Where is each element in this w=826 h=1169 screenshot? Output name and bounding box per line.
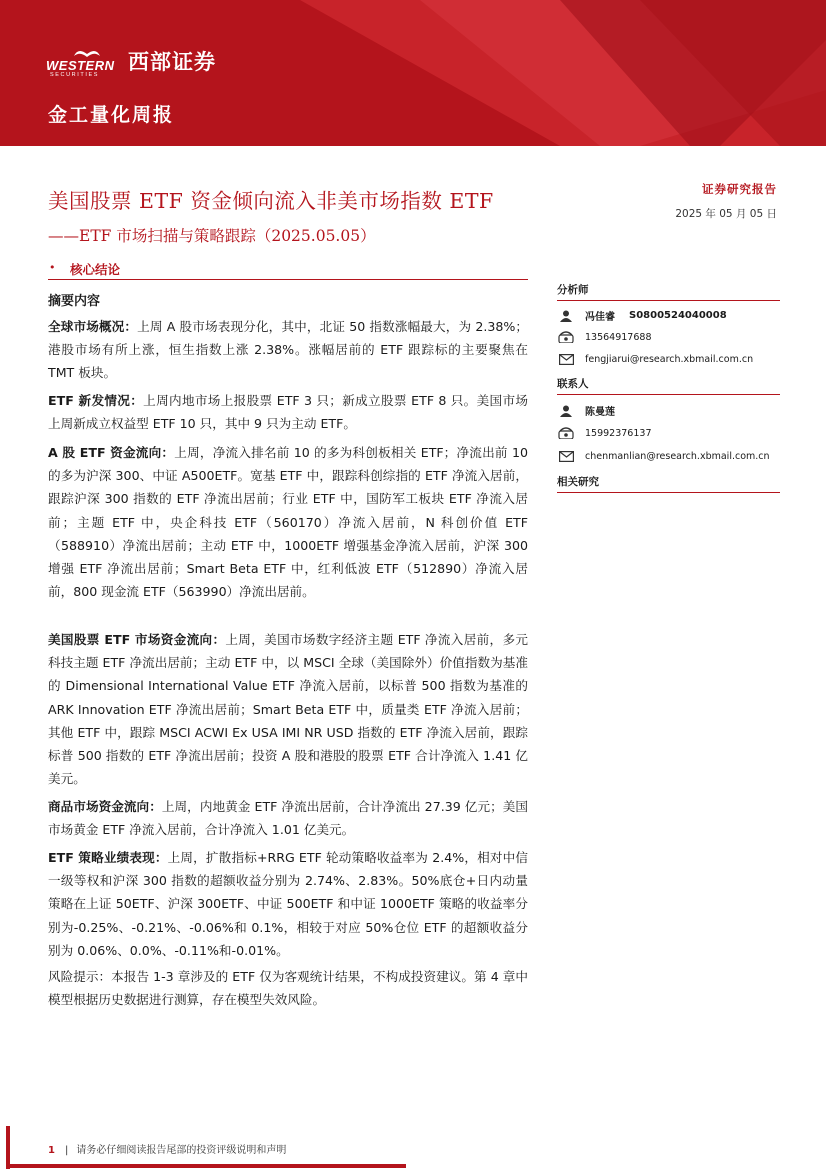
logo-chinese: 西部证券 <box>128 50 216 74</box>
paragraph-a-share-flow <box>48 441 528 603</box>
mail-icon <box>557 354 575 365</box>
footer-disclaimer: 请务必仔细阅读报告尾部的投资评级说明和声明 <box>76 1145 287 1156</box>
footer-separator: | <box>64 1145 69 1156</box>
company-logo <box>46 46 216 76</box>
logo-subtitle: SECURITIES <box>50 72 100 78</box>
bullet-icon: • <box>49 261 56 274</box>
paragraph-lead: 美国股票 ETF 市场资金流向： <box>48 632 226 647</box>
report-type: 金工量化周报 <box>48 104 175 126</box>
paragraph-us-flow <box>48 628 528 790</box>
contact-phone: 15992376137 <box>585 427 652 439</box>
person-icon <box>557 310 575 322</box>
person-icon <box>557 405 575 417</box>
logo-english: WESTERN <box>46 58 115 73</box>
header-banner <box>0 0 826 146</box>
analyst-cert: S0800524040008 <box>629 310 727 321</box>
section-label: 核心结论 <box>70 262 121 277</box>
paragraph-commodity-flow <box>48 795 528 841</box>
paragraph-lead: ETF 新发情况： <box>48 393 144 408</box>
paragraph-lead: ETF 策略业绩表现： <box>48 850 168 865</box>
corner-decoration-vertical <box>6 1126 10 1169</box>
paragraph-text: 上周 A 股市场表现分化，其中，北证 50 指数涨幅最大，为 2.38%；港股市场有所上涨，恒生指数上涨 2.38%。涨幅居前的 ETF 跟踪标的主要聚焦在 TMT 板块。 <box>48 319 528 381</box>
related-research-heading: 相关研究 <box>557 474 780 493</box>
logo-mark <box>46 46 126 76</box>
paragraph-lead: 全球市场概况： <box>48 319 138 334</box>
contact-phone-row <box>557 427 652 439</box>
report-category: 证券研究报告 <box>702 182 777 196</box>
risk-warning: 风险提示：本报告 1-3 章涉及的 ETF 仅为客观统计结果，不构成投资建议。第 4 章中模型根据历史数据进行测算，存在模型失效风险。 <box>48 969 528 1008</box>
analyst-heading: 分析师 <box>557 282 780 301</box>
paragraph-text: 上周，美国市场数字经济主题 ETF 净流入居前，多元科技主题 ETF 净流出居前；主动 ETF 中，以 MSCI 全球（美国除外）价值指数为基准的 Dimensional International Value ETF 净流入居前，以标普 500 指数为基准的 ARK Innovation ETF 净流出居前；Smart Beta ETF 中，质量类 ETF 净流入居前；其他 ETF 中，跟踪 MSCI ACWI Ex USA IMI NR USD 指数的 ETF 净流入居前，跟踪标普 500 指数的 ETF 净流出居前；投资 A 股和港股的股票 ETF 合计净流入 1.41 亿美元。 <box>48 632 528 787</box>
page-subtitle: ——ETF 市场扫描与策略跟踪（2025.05.05） <box>48 227 376 245</box>
page-number: 1 <box>48 1145 55 1156</box>
corner-decoration-horizontal <box>6 1164 406 1168</box>
analyst-phone-row <box>557 331 652 343</box>
paragraph-lead: A 股 ETF 资金流向： <box>48 445 175 460</box>
phone-icon <box>557 427 575 439</box>
paragraph-text: 上周，扩散指标+RRG ETF 轮动策略收益率为 2.4%，相对中信一级等权和沪深 300 指数的超额收益分别为 2.74%、2.83%。50%底仓+日内动量策略在上证 50ETF、沪深 300ETF、中证 500ETF 和中证 1000ETF 策略的收益率分别为-0.25%、-0.21%、-0.06%和 0.1%，相较于对应 50%仓位 ETF 的超额收益分别为 0.06%、0.0%、-0.11%和-0.01%。 <box>48 850 528 958</box>
paragraph-text: 上周，内地黄金 ETF 净流出居前，合计净流出 27.39 亿元；美国市场黄金 ETF 净流入居前，合计净流入 1.01 亿美元。 <box>48 799 529 838</box>
analyst-email-row <box>557 354 753 365</box>
paragraph-etf-new <box>48 389 528 435</box>
paragraph-lead: 商品市场资金流向： <box>48 799 162 814</box>
section-core-conclusion <box>48 258 528 280</box>
report-date: 2025 年 05 月 05 日 <box>675 208 777 220</box>
analyst-name: 冯佳睿 <box>585 312 615 323</box>
paragraph-global-market <box>48 315 528 385</box>
contact-email-row <box>557 451 770 462</box>
analyst-phone: 13564917688 <box>585 331 652 343</box>
footer <box>48 1141 286 1156</box>
summary-heading: 摘要内容 <box>48 294 101 309</box>
analyst-name-row <box>557 308 727 323</box>
paragraph-text: 上周内地市场上报股票 ETF 3 只；新成立股票 ETF 8 只。美国市场上周新成立权益型 ETF 10 只，其中 9 只为主动 ETF。 <box>48 393 528 432</box>
contact-name-row <box>557 403 615 418</box>
mail-icon <box>557 451 575 462</box>
contact-name: 陈曼莲 <box>585 407 615 418</box>
paragraph-strategy-performance <box>48 846 528 962</box>
page-title: 美国股票 ETF 资金倾向流入非美市场指数 ETF <box>48 189 494 213</box>
analyst-email[interactable]: fengjiarui@research.xbmail.com.cn <box>585 354 754 365</box>
paragraph-text: 上周，净流入排名前 10 的多为科创板相关 ETF；净流出前 10 的多为沪深 300、中证 A500ETF。宽基 ETF 中，跟踪科创综指的 ETF 净流入居前，跟踪沪深 300 指数的 ETF 净流出居前；行业 ETF 中，国防军工板块 ETF 净流入居前；主题 ETF 中，央企科技 ETF（560170）净流入居前，N 科创价值 ETF（588910）净流出居前；主动 ETF 中，1000ETF 增强基金净流入居前，沪深 300 增强 ETF 净流出居前；Smart Beta ETF 中，红利低波 ETF（512890）净流入居前，800 现金流 ETF（563990）净流出居前。 <box>48 445 528 600</box>
contact-heading: 联系人 <box>557 376 780 395</box>
bull-horn-icon <box>72 46 102 58</box>
contact-email[interactable]: chenmanlian@research.xbmail.com.cn <box>585 451 770 462</box>
phone-icon <box>557 331 575 343</box>
